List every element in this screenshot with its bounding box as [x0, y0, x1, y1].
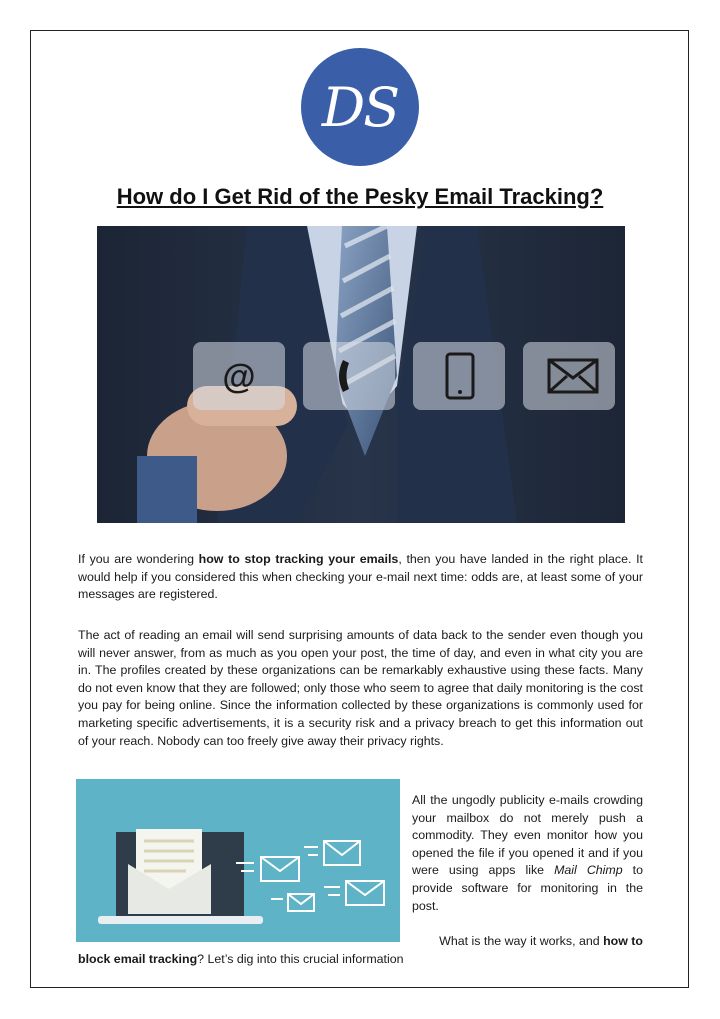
- ds-logo: [301, 48, 419, 166]
- side-text-end: to provide software for monitoring in the post.: [412, 863, 644, 913]
- mail-chimp-text: Mail Chimp: [554, 863, 623, 878]
- closing-line-end: [78, 951, 404, 969]
- closing-text: What is the way it works, and: [439, 934, 604, 948]
- closing-bold-start: how to: [603, 934, 643, 948]
- intro-paragraph: [78, 551, 643, 604]
- logo-text: DS: [321, 75, 399, 139]
- closing-line-start: [412, 933, 643, 951]
- mailbox-illustration: [76, 779, 400, 942]
- page-title: How do I Get Rid of the Pesky Email Tracking?: [116, 184, 604, 209]
- side-paragraph: [412, 792, 643, 915]
- closing-bold-end: block email tracking: [78, 952, 198, 966]
- hero-illustration: [97, 226, 625, 523]
- intro-text-end: , then you have landed in the right place. It would help if you considered this when checking your e-mail next time: odds are, at least some of your messages are registered.: [78, 552, 643, 602]
- laptop-envelope-illustration: [76, 779, 400, 942]
- closing-text-end: ? Let’s dig into this crucial information: [197, 952, 404, 966]
- intro-link-text: how to stop tracking your emails: [198, 552, 399, 566]
- intro-text: If you are wondering: [78, 552, 199, 566]
- body-paragraph: The act of reading an email will send surprising amounts of data back to the sender even though you will never answer, from as much as you open your post, the time of day, and even in what city you are in. The profiles created by these organizations can be remarkably exhaustive using these facts. Many do not even know that they are followed; only those who seem to agree that daily monitoring is the cost you pay for being online. Since the information collected by these organizations is commonly used for marketing specific advertisements, it is a security risk and a privacy breach to get this information out of your reach. Nobody can too freely give away their privacy rights.: [78, 628, 643, 748]
- hero-image: [97, 226, 625, 523]
- side-text: All the ungodly publicity e-mails crowding your mailbox do not merely push a commodity. They even monitor how you opened the file if you opened it and if you were using apps like: [412, 793, 643, 878]
- at-sign-icon: @: [222, 358, 256, 396]
